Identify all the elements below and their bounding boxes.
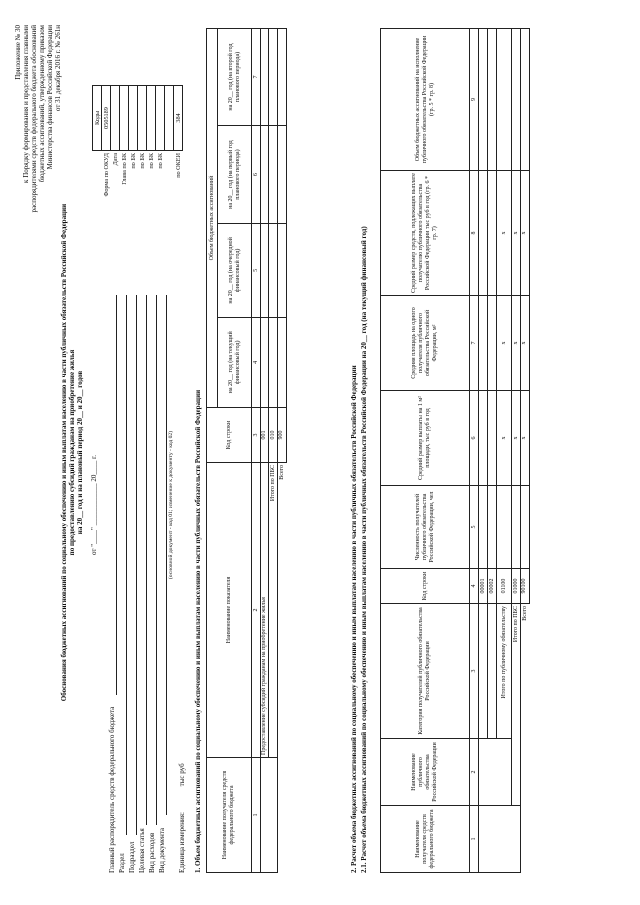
code-okud: 0505189 xyxy=(102,86,111,151)
row-mark: x xyxy=(497,171,512,296)
code-label: по ОКЕИ xyxy=(174,153,182,178)
col-header: Код строки xyxy=(381,569,470,604)
col-number: 3 xyxy=(252,408,261,463)
appendix-line: от 31 декабря 2016 г. № 261н xyxy=(54,25,62,112)
col-recipient: Наименование получателя средств федерального бюджета xyxy=(207,758,252,873)
section-1-title: 1. Объем бюджетных ассигнований по социальному обеспечению и иным выплатам населению в части публичных обязательств Российской Федерации xyxy=(194,389,202,873)
row-mark: x xyxy=(512,296,521,391)
code-value xyxy=(138,86,147,151)
appendix-header xyxy=(14,25,62,345)
table-row xyxy=(278,29,287,873)
section-2-table xyxy=(380,28,530,873)
code-value xyxy=(165,86,174,151)
field-label: Подраздел xyxy=(128,841,136,873)
row-code: 001 xyxy=(261,408,269,463)
appendix-number: Приложение № 30 xyxy=(14,25,22,80)
doc-type-hint: (основной документ - код 01; изменение к документу - код 02) xyxy=(168,430,174,580)
section-1-table xyxy=(206,28,287,873)
field-label: Вид расходов xyxy=(148,832,156,873)
row-name: Всего xyxy=(278,465,285,480)
field-list xyxy=(108,707,168,873)
field-input-line xyxy=(136,295,137,835)
row-name: Предоставление субсидий гражданам на приобретение жилья xyxy=(261,463,269,758)
col-number: 2 xyxy=(252,463,261,758)
field-label: Раздел xyxy=(118,853,126,873)
code-value xyxy=(129,86,138,151)
code-label: Форма по ОКУД xyxy=(102,153,110,197)
col-header: Средняя площадь на одного получателя публичного обязательства Российской Федерации, м² xyxy=(381,296,470,391)
field-input-line xyxy=(116,295,117,695)
col-header: Объем бюджетных ассигнований на исполнение публичного обязательства Российской Федерации (гр. 5 * гр. 8) xyxy=(381,29,470,171)
col-year: на 20__ год (на первый год планового периода) xyxy=(218,126,252,224)
row-mark: x xyxy=(512,171,521,296)
field-label: Главный распорядитель средств федерального бюджета xyxy=(108,706,116,873)
col-number: 7 xyxy=(252,29,261,126)
code-value xyxy=(147,86,156,151)
table-row xyxy=(269,29,278,873)
col-year: на 20__ год (на второй год планового периода) xyxy=(218,29,252,126)
col-number: 1 xyxy=(252,758,261,873)
col-number: 3 xyxy=(470,604,479,739)
col-number: 4 xyxy=(252,317,261,407)
date-line: от "____" ____________ 20____ г. xyxy=(90,455,98,556)
code-label: по БК xyxy=(156,153,164,169)
col-number: 8 xyxy=(470,171,479,296)
col-header: Средний размер выплаты на 1 м² площади, тыс руб в год xyxy=(381,391,470,486)
row-code: 01100 xyxy=(497,569,512,604)
unit-row xyxy=(178,763,186,873)
col-year: на 20__ год (на очередной финансовый год) xyxy=(218,224,252,318)
unit-value: тыс руб xyxy=(178,763,186,787)
table-row xyxy=(512,29,521,873)
section-2-title: 2. Расчет объема бюджетных ассигнований по социальному обеспечению и иным выплатам населению в части публичных обязательств Российской Федерации xyxy=(350,365,358,873)
col-header: Категория получателей публичного обязательства Российской Федерации xyxy=(381,604,470,739)
row-code: 90100 xyxy=(521,569,530,604)
col-number: 1 xyxy=(470,806,479,873)
field-input-line xyxy=(156,295,157,825)
col-number: 5 xyxy=(470,486,479,569)
row-mark: x xyxy=(521,296,530,391)
code-value xyxy=(156,86,165,151)
code-label: по БК xyxy=(138,153,146,169)
code-value xyxy=(111,86,120,151)
unit-label: Единица измерения: xyxy=(178,812,186,873)
field-input-line xyxy=(166,295,167,815)
col-header: Численность получателей публичного обязательства Российской Федерации, чел xyxy=(381,486,470,569)
col-number: 6 xyxy=(252,126,261,224)
col-header: Наименование публичного обязательства Российской Федерации xyxy=(381,739,470,806)
code-label xyxy=(165,151,174,266)
row-mark: x xyxy=(512,391,521,486)
col-number: 4 xyxy=(470,569,479,604)
title-line-3: на 20__ год и на плановый период 20__ и 20__ годов xyxy=(76,370,84,535)
row-code: 01000 xyxy=(512,569,521,604)
appendix-line: распорядителями средств федерального бюджета обоснований xyxy=(30,25,38,213)
code-label: по БК xyxy=(129,153,137,169)
row-mark: x xyxy=(497,391,512,486)
row-mark: x xyxy=(521,391,530,486)
table-row xyxy=(521,29,530,873)
col-indicator: Наименование показателя xyxy=(207,463,252,758)
row-name: Итого по ПБС xyxy=(512,604,521,806)
field-label: Целевая статья xyxy=(138,828,146,873)
appendix-line: бюджетных ассигнований, утвержденному приказом xyxy=(38,25,46,183)
row-code: 00002 xyxy=(488,569,497,604)
col-header: Средний размер средств, подлежащих выплате получателю публичного обязательства Российской Федерации тыс руб в год (гр. 6 * гр. 7) xyxy=(381,171,470,296)
col-number: 5 xyxy=(252,224,261,318)
col-group-volume: Объем бюджетных ассигнований xyxy=(207,29,218,408)
row-code: 900 xyxy=(278,408,287,463)
row-name: Итого по публичному обязательству xyxy=(497,604,512,739)
table-row xyxy=(479,29,488,873)
col-header: Наименование получателя средств федерального бюджета xyxy=(381,806,470,873)
field-input-line xyxy=(126,295,127,835)
appendix-line: к Порядку формирования и представления главными xyxy=(22,25,30,183)
field-label: Вид документа xyxy=(158,827,166,873)
section-2-1-title: 2.1. Расчет объема бюджетных ассигнований по социальному обеспечению и иным выплатам населению в части публичных обязательств Российской Федерации на 20__ год (на текущий финансовый год) xyxy=(360,226,368,873)
col-number: 7 xyxy=(470,296,479,391)
col-number: 2 xyxy=(470,739,479,806)
code-label: по БК xyxy=(147,153,155,169)
row-mark: x xyxy=(497,296,512,391)
row-code: 00001 xyxy=(479,569,488,604)
title-line-1: Обоснования бюджетных ассигнований по социальному обеспечению и иным выплатам населению в части публичных обязательств Российской Федерации xyxy=(60,203,68,702)
codes-header: Коды xyxy=(93,86,102,151)
appendix-line: Министерства финансов Российской Федерации xyxy=(46,25,54,170)
row-name: Всего xyxy=(521,606,528,621)
codes-table xyxy=(92,85,183,265)
document-title xyxy=(60,30,84,875)
col-number: 6 xyxy=(470,391,479,486)
row-name: Итого по ПБС xyxy=(269,463,278,758)
col-code: Код строки xyxy=(207,408,252,463)
code-label: Дата xyxy=(111,153,119,166)
code-label: Глава по БК xyxy=(120,153,128,185)
col-number: 9 xyxy=(470,29,479,171)
table-row xyxy=(261,29,269,873)
row-mark: x xyxy=(521,171,530,296)
field-input-line xyxy=(146,295,147,825)
title-line-2: по предоставлению субсидий гражданам на приобретение жилья xyxy=(68,349,76,556)
code-okei: 384 xyxy=(174,86,183,151)
row-code: 010 xyxy=(269,408,278,463)
code-value xyxy=(120,86,129,151)
col-year: на 20__ год (на текущий финансовый год) xyxy=(218,317,252,407)
